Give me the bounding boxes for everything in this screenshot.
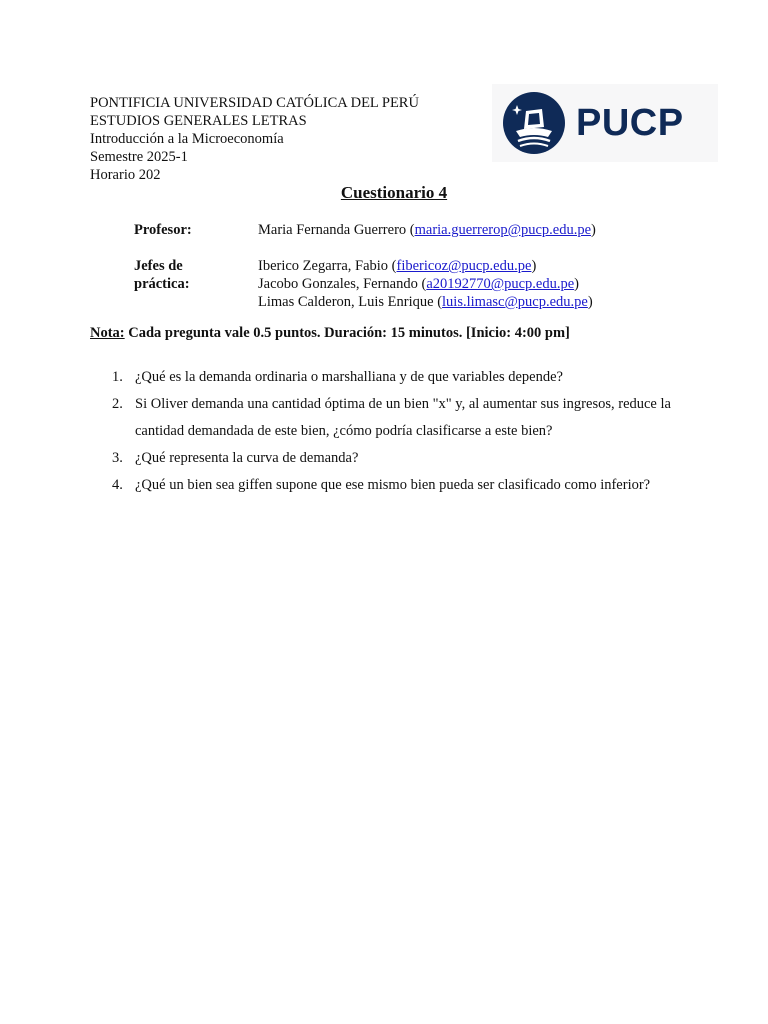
university-name: PONTIFICIA UNIVERSIDAD CATÓLICA DEL PERÚ [90,95,419,111]
jefe-email-link[interactable]: luis.limasc@pucp.edu.pe [442,294,588,310]
profesor-email-link[interactable]: maria.guerrerop@pucp.edu.pe [414,222,592,238]
question-text: ¿Qué un bien sea giffen supone que ese mismo bien pueda ser clasificado como inferior? [135,477,651,493]
profesor-label: Profesor: [134,222,192,238]
jefe-name: Iberico Zegarra, Fabio ( [258,258,397,274]
question-list [112,364,692,499]
nota-line [90,325,570,342]
jefe-name: Jacobo Gonzales, Fernando ( [258,276,427,292]
institution-header [90,94,419,184]
faculty-name: ESTUDIOS GENERALES LETRAS [90,113,307,129]
question-item [112,472,692,499]
profesor-line [258,221,596,239]
question-text: ¿Qué es la demanda ordinaria o marshalliana y de que variables depende? [135,369,563,385]
quiz-title: Cuestionario 4 [340,183,448,202]
question-number: 3. [112,450,123,466]
nota-text: Cada pregunta vale 0.5 puntos. Duración: 15 minutos. [Inicio: 4:00 pm] [124,325,570,341]
profesor-close: ) [591,222,596,238]
pucp-logo [492,84,718,162]
jefe-name: Limas Calderon, Luis Enrique ( [258,294,443,310]
jefe-email-link[interactable]: fibericoz@pucp.edu.pe [396,258,532,274]
question-text: ¿Qué representa la curva de demanda? [135,450,359,466]
question-text: Si Oliver demanda una cantidad óptima de un bien "x" y, al aumentar sus ingresos, reduce la cantidad demandada de este bien, ¿cómo podría clasificarse a este bien? [135,396,671,439]
jefe-item [258,275,593,293]
question-item [112,391,692,445]
question-number: 2. [112,396,123,412]
jefe-item [258,257,593,275]
profesor-name: Maria Fernanda Guerrero ( [258,222,415,238]
jefes-label [134,257,190,293]
logo-wordmark: PUCP [576,101,684,144]
nota-label: Nota: [90,325,125,341]
question-number: 1. [112,369,123,385]
semester: Semestre 2025-1 [90,149,188,165]
question-number: 4. [112,477,123,493]
jefes-label-line1: Jefes de [134,258,183,274]
course-name: Introducción a la Microeconomía [90,131,284,147]
pucp-seal-icon [502,91,566,155]
jefe-close: ) [587,294,593,310]
jefe-close: ) [574,276,580,292]
jefe-close: ) [531,258,537,274]
question-item [112,364,692,391]
jefe-item [258,293,593,311]
jefes-list [258,257,593,311]
jefe-email-link[interactable]: a20192770@pucp.edu.pe [426,276,575,292]
question-item [112,445,692,472]
jefes-label-line2: práctica: [134,276,190,292]
schedule: Horario 202 [90,167,161,183]
